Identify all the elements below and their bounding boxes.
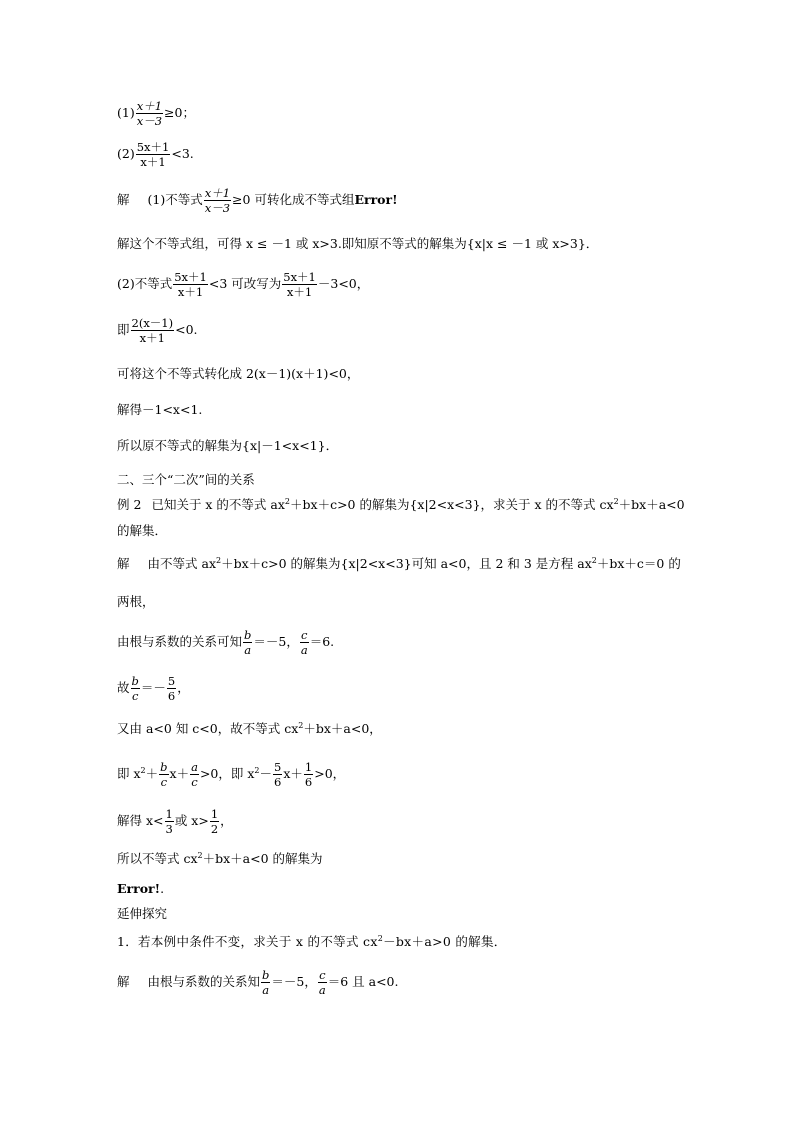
numerator: 5 [167,674,176,688]
fraction [304,760,313,789]
fraction [210,807,219,836]
text: ， [177,680,190,695]
text: －3<0， [317,276,370,291]
text: ＝－ [140,680,166,695]
solution-3-line-4 [117,674,190,703]
fraction [282,270,317,299]
numerator: c [301,628,308,642]
text: ＋bx＋a<0 的解集为 [202,851,323,866]
superscript: 2 [613,497,619,506]
solution-3-line-6 [117,760,345,789]
fraction [131,674,140,703]
denominator: x＋1 [139,331,165,345]
text: ＋bx＋c＝0 的 [596,556,681,571]
text: ＝6 且 a<0. [327,974,399,989]
problem-text: <3. [171,146,194,161]
numerator: x＋1 [136,99,163,113]
text: (2)不等式 [117,276,173,291]
problem-text: ≥0； [164,105,195,120]
numerator: 5x＋1 [136,140,170,154]
solution-3-line-9 [117,881,164,897]
text: ＝6. [309,634,335,649]
superscript: 2 [140,766,146,775]
denominator: a [262,983,270,997]
superscript: 2 [254,766,260,775]
denominator: 2 [210,822,219,836]
text: x＋ [169,766,190,781]
text: ＋bx＋a<0， [303,721,382,736]
fraction [243,628,252,657]
solution-3-line-8 [117,851,323,867]
text: ， [220,813,233,828]
solution-3-line-7 [117,807,233,836]
denominator: 6 [304,775,313,789]
problem-label: (2) [117,146,135,161]
fraction [300,628,309,657]
denominator: 3 [165,822,173,836]
denominator: x－3 [136,114,163,128]
denominator: a [244,643,252,657]
superscript: 2 [298,721,304,730]
fraction [165,807,174,836]
numerator: 1 [165,807,173,821]
solution-3-line-3 [117,628,334,657]
text: 已知关于 x 的不等式 ax [151,497,285,512]
numerator: 1 [304,760,313,774]
text: ＋bx＋c>0 的解集为{x|2<x<3}，求关于 x 的不等式 cx [290,497,614,512]
text: >0， [314,766,346,781]
text: ＋bx＋c>0 的解集为{x|2<x<3}可知 a<0，且 2 和 3 是方程 ax [221,556,592,571]
text: 所以不等式 cx [117,851,198,866]
numerator: b [262,968,270,982]
example-2-line-2: 的解集． [117,523,168,538]
text: 由根与系数的关系知 [147,974,261,989]
numerator: c [319,968,326,982]
text: －bx＋a>0 的解集． [383,934,507,949]
fraction [318,968,327,997]
solution-2-line-5: 所以原不等式的解集为{x|－1<x<1}． [117,438,339,453]
text: >0，即 x [199,766,255,781]
solution-marker: 解 [117,556,130,571]
fraction [173,270,208,299]
solution-3-line-2: 两根， [117,594,155,609]
denominator: c [131,689,139,703]
numerator: 5x＋1 [174,270,207,284]
superscript: 2 [197,851,203,860]
solution-1-line-2: 解这个不等式组，可得 x ≤ －1 或 x>3.即知原不等式的解集为{x|x ≤ －1 或 x>3}． [117,236,599,251]
text: ＋ [145,766,159,781]
fraction [204,186,231,215]
numerator: 2(x－1) [131,316,174,330]
text: 由不等式 ax [147,556,216,571]
denominator: x＋1 [286,285,313,299]
extension-answer-line-1 [117,968,398,997]
solution-marker: 解 [117,974,130,989]
numerator: 5 [274,760,282,774]
numerator: x＋1 [204,186,231,200]
text: <3 可改写为 [208,276,282,291]
text: ＋bx＋a<0 [618,497,685,512]
solution-2-line-3: 可将这个不等式转化成 2(x－1)(x＋1)<0， [117,366,360,381]
superscript: 2 [284,497,291,506]
fraction [136,140,171,169]
denominator: x＋1 [140,155,166,169]
solution-2-line-4: 解得－1<x<1. [117,402,203,417]
text: － [259,766,272,781]
text: . [160,881,165,896]
denominator: c [191,775,198,789]
text: 故 [117,680,130,695]
solution-2-line-1 [117,270,369,299]
solution-2-line-2 [117,316,198,345]
text: (1)不等式 [147,192,203,207]
example-label: 例 2 [117,497,142,512]
text: 即 x [117,766,141,781]
numerator: b [131,674,139,688]
text: ＝－5， [253,634,299,649]
denominator: c [160,775,168,789]
extension-title: 延伸探究 [117,906,168,921]
solution-1-line-1 [117,186,398,215]
text: <0. [175,322,198,337]
text: 或 x> [174,813,209,828]
example-2-line-1 [117,497,685,513]
fraction [273,760,282,789]
numerator: a [191,760,198,774]
denominator: 6 [167,689,176,703]
numerator: 5x＋1 [283,270,316,284]
text: ＝－5， [271,974,317,989]
text: x＋ [283,766,303,781]
numerator: b [160,760,168,774]
text: 1．若本例中条件不变，求关于 x 的不等式 cx [117,934,378,949]
problem-1 [117,99,195,128]
error-placeholder: Error! [117,881,161,896]
problem-2 [117,140,194,169]
fraction [190,760,199,789]
fraction [159,760,168,789]
text: ≥0 可转化成不等式组 [232,192,355,207]
fraction [167,674,176,703]
solution-3-line-1 [117,556,681,572]
denominator: x－3 [204,201,231,215]
text: 解得 x< [117,813,164,828]
superscript: 2 [216,556,222,565]
fraction [131,316,175,345]
text: 即 [117,322,130,337]
error-placeholder: Error! [354,192,398,207]
text: 又由 a<0 知 c<0，故不等式 cx [117,721,299,736]
denominator: a [318,983,326,997]
problem-label: (1) [117,105,135,120]
solution-marker: 解 [117,192,130,207]
superscript: 2 [377,934,384,943]
section-title: 二、三个“二次”间的关系 [117,472,255,487]
superscript: 2 [591,556,597,565]
denominator: a [300,643,308,657]
fraction [136,99,163,128]
numerator: b [244,628,252,642]
solution-3-line-5 [117,721,382,737]
denominator: x＋1 [177,285,204,299]
text: 由根与系数的关系可知 [117,634,243,649]
fraction [261,968,270,997]
denominator: 6 [274,775,282,789]
numerator: 1 [210,807,219,821]
extension-question-1 [117,934,507,950]
